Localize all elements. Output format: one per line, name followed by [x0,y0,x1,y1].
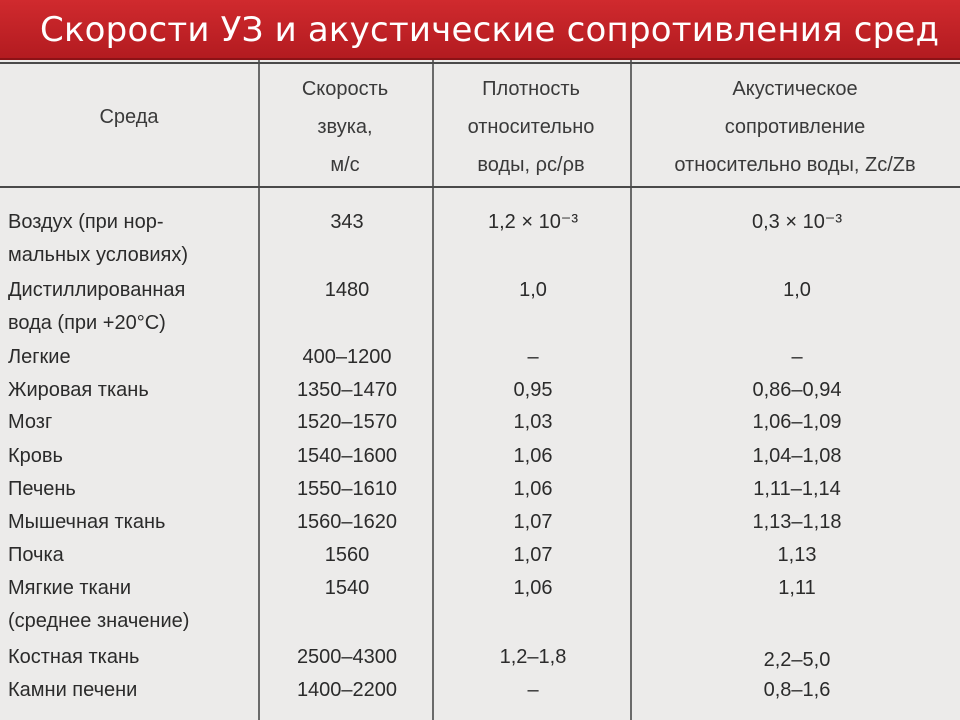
header-impedance: Акустическое сопротивление относительно воды, Zc/Zв [674,78,916,176]
table-row: Камни печени [8,679,138,701]
header-speed: Скорость звука, м/с [301,78,389,176]
table-image: Среда Скорость звука, м/с Плотность относительно воды, ρс/ρв Акустическое сопротивление относительно воды, Zc/Zв Воздух (при нор- мальных условиях) 343 1,2 × 10⁻³ 0,3 × 10⁻³ Дистиллированная вода (при +20°С) 1480 1,0 1,0 Легкие 400–1200 – – Жировая ткань 1350–1470 0,95 0,86–0,94 Мозг 1520–1570 1,03 1,06–1,09 Кровь 1540–1600 1,06 1,04–1,08 Печень 1550–1610 1,06 1,11–1,14 Мышечная ткань 1560–1620 1,07 1,13–1,18 Почка 1560 1,07 1,13 Мягкие ткани (среднее значение) 1540 1,06 1,11 Костная ткань 2500–4300 1,2–1,8 2,2–5,0 Камни печени 1400–2200 – 0,8–1,6 [0,60,960,720]
header-rule [0,186,960,188]
header-medium: Среда [99,106,159,128]
table-row: Мозг [8,411,53,433]
table-row: Кровь [8,445,63,467]
table-top-rule [0,62,960,64]
table-row: Воздух (при нор- мальных условиях) [8,211,189,266]
table-row: Мышечная ткань [8,511,166,533]
table-row: Печень [8,478,76,500]
table-row: Костная ткань [8,646,140,668]
table-row: Легкие [8,346,71,368]
table-row: Мягкие ткани (среднее значение) [8,577,190,632]
slide-title: Скорости УЗ и акустические сопротивления сред [40,10,940,50]
header-density: Плотность относительно воды, ρс/ρв [467,78,595,176]
table-row: Почка [8,544,64,566]
title-bar [0,0,960,60]
table-row: Жировая ткань [8,379,149,401]
table-row: Дистиллированная вода (при +20°С) [8,279,186,334]
